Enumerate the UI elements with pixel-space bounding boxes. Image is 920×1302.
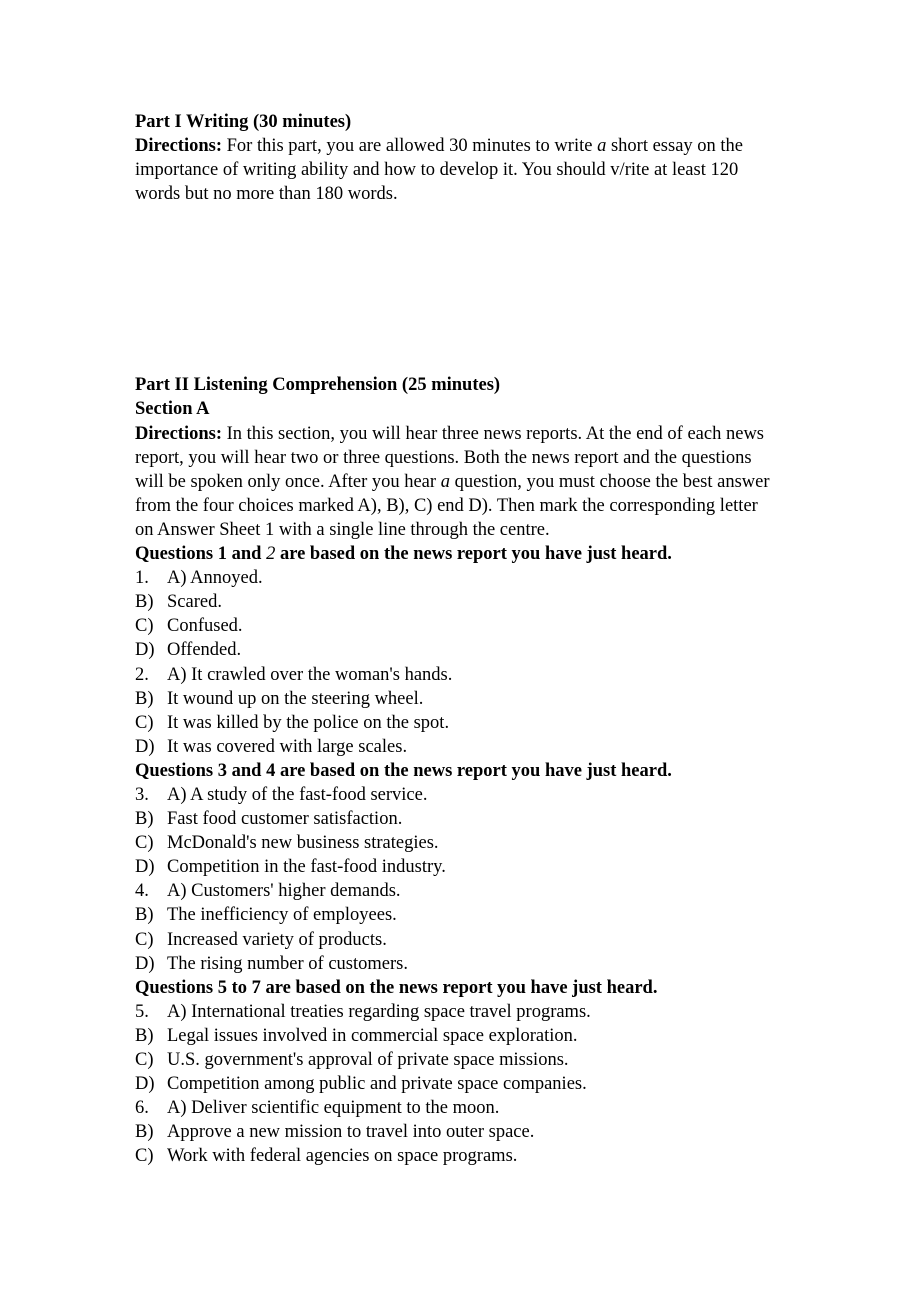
option-text: Legal issues involved in commercial space exploration. xyxy=(167,1025,578,1046)
option-text: Fast food customer satisfaction. xyxy=(167,809,403,830)
text-segment: short essay on the xyxy=(606,136,744,157)
text-segment: from the four choices marked A), B), C) end D). Then mark the corresponding letter xyxy=(135,495,758,516)
text-segment: report, you will hear two or three questions. Both the news report and the questions xyxy=(135,447,752,468)
option-label: B) xyxy=(135,1122,154,1143)
option-line xyxy=(135,590,920,614)
text-segment: will be spoken only once. After you hear xyxy=(135,471,441,492)
body-line xyxy=(135,470,920,494)
option-line xyxy=(135,928,920,952)
option-line xyxy=(135,1096,920,1120)
body-line xyxy=(135,518,920,542)
option-text: A) It crawled over the woman's hands. xyxy=(167,664,453,685)
option-label: 4. xyxy=(135,881,149,902)
option-text: It was covered with large scales. xyxy=(167,736,408,757)
option-label: C) xyxy=(135,616,154,637)
option-label: 1. xyxy=(135,568,149,589)
text-segment: Questions 1 and xyxy=(135,544,267,565)
writing-answer-space xyxy=(135,206,920,373)
question-group-header xyxy=(135,976,920,1000)
option-line xyxy=(135,1072,920,1096)
option-text: A) Annoyed. xyxy=(167,568,263,589)
option-line xyxy=(135,831,920,855)
option-line xyxy=(135,638,920,662)
question-group-header xyxy=(135,542,920,566)
option-text: Competition in the fast-food industry. xyxy=(167,857,446,878)
option-text: The inefficiency of employees. xyxy=(167,905,397,926)
option-text: Competition among public and private space companies. xyxy=(167,1074,587,1095)
option-text: Increased variety of products. xyxy=(167,929,387,950)
option-label: C) xyxy=(135,1050,154,1070)
section-heading xyxy=(135,397,920,421)
option-line xyxy=(135,566,920,590)
text-segment: question, you must choose the best answer xyxy=(449,471,770,492)
option-text: A) Deliver scientific equipment to the moon. xyxy=(167,1098,500,1119)
option-text: It was killed by the police on the spot. xyxy=(167,712,450,733)
option-line xyxy=(135,783,920,807)
option-text: Work with federal agencies on space programs. xyxy=(167,1146,518,1167)
option-label: D) xyxy=(135,736,155,757)
option-text: A) A study of the fast-food service. xyxy=(167,784,428,805)
option-line xyxy=(135,1048,920,1072)
option-text: A) International treaties regarding space travel programs. xyxy=(167,1001,591,1022)
option-label: 2. xyxy=(135,664,149,685)
option-text: Confused. xyxy=(167,616,243,637)
option-line xyxy=(135,1144,920,1168)
text-segment: Section A xyxy=(135,399,210,420)
option-line xyxy=(135,735,920,759)
text-segment: on Answer Sheet 1 with a single line through the centre. xyxy=(135,519,550,540)
body-line xyxy=(135,494,920,518)
option-label: C) xyxy=(135,712,154,733)
option-text: U.S. government's approval of private space missions. xyxy=(167,1050,569,1070)
option-text: The rising number of customers. xyxy=(167,953,408,974)
option-label: B) xyxy=(135,592,154,613)
option-label: 5. xyxy=(135,1001,149,1022)
text-segment: Part II Listening Comprehension (25 minutes) xyxy=(135,375,501,396)
option-label: C) xyxy=(135,833,154,854)
option-line xyxy=(135,807,920,831)
option-label: D) xyxy=(135,640,155,661)
text-segment: For this part, you are allowed 30 minutes to write xyxy=(222,136,598,157)
option-label: B) xyxy=(135,1025,154,1046)
option-line xyxy=(135,663,920,687)
option-label: B) xyxy=(135,905,154,926)
body-line xyxy=(135,158,920,182)
question-group-header xyxy=(135,759,920,783)
body-line xyxy=(135,422,920,446)
option-label: B) xyxy=(135,809,154,830)
option-label: C) xyxy=(135,929,154,950)
option-line xyxy=(135,1000,920,1024)
option-label: B) xyxy=(135,688,154,709)
option-line xyxy=(135,903,920,927)
option-label: 6. xyxy=(135,1098,149,1119)
option-line xyxy=(135,687,920,711)
text-segment: a xyxy=(597,136,607,157)
option-label: D) xyxy=(135,953,155,974)
text-segment: words but no more than 180 words. xyxy=(135,184,398,205)
text-segment: In this section, you will hear three news reports. At the end of each news xyxy=(222,423,765,444)
text-segment: importance of writing ability and how to develop it. You should v/rite at least 120 xyxy=(135,160,739,181)
option-line xyxy=(135,1024,920,1048)
option-text: A) Customers' higher demands. xyxy=(167,881,401,902)
option-line xyxy=(135,614,920,638)
option-text: Approve a new mission to travel into outer space. xyxy=(167,1122,535,1143)
option-text: McDonald's new business strategies. xyxy=(167,833,439,854)
section-heading xyxy=(135,373,920,397)
text-segment: Questions 3 and 4 are based on the news report you have just heard. xyxy=(135,760,672,781)
text-segment: Questions 5 to 7 are based on the news report you have just heard. xyxy=(135,977,658,998)
body-line xyxy=(135,134,920,158)
text-segment: Directions: xyxy=(135,136,222,157)
option-line xyxy=(135,1120,920,1144)
text-segment: a xyxy=(440,471,450,492)
option-text: Offended. xyxy=(167,640,242,661)
option-label: D) xyxy=(135,1074,155,1095)
option-text: Scared. xyxy=(167,592,222,613)
text-segment: are based on the news report you have just heard. xyxy=(275,544,672,565)
option-line xyxy=(135,855,920,879)
option-label: D) xyxy=(135,857,155,878)
body-line xyxy=(135,446,920,470)
option-label: C) xyxy=(135,1146,154,1167)
option-line xyxy=(135,879,920,903)
text-segment: Part I Writing (30 minutes) xyxy=(135,112,352,132)
text-segment: 2 xyxy=(266,544,276,565)
option-text: It wound up on the steering wheel. xyxy=(167,688,424,709)
option-label: 3. xyxy=(135,784,149,805)
body-line xyxy=(135,182,920,206)
text-segment: Directions: xyxy=(135,423,222,444)
option-line xyxy=(135,711,920,735)
option-line xyxy=(135,952,920,976)
section-heading xyxy=(135,110,920,134)
